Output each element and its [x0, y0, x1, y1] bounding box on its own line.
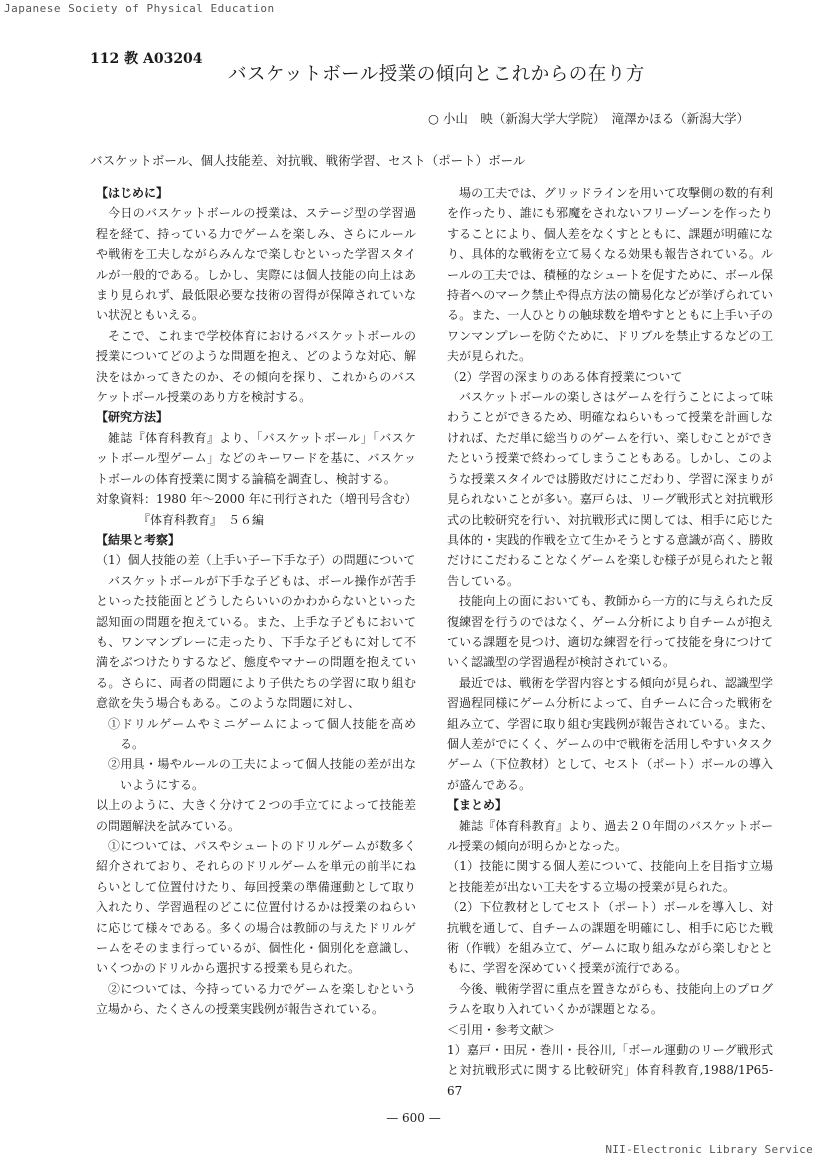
paragraph: 今後、戦術学習に重点を置きながらも、技能向上のプログラムを取り入れていくかが課題となる。 [447, 981, 773, 1017]
paragraph: ②用具・場やルールの工夫によって個人技能の差が出ないようにする。 [108, 757, 416, 792]
paragraph: ①ドリルゲームやミニゲームによって個人技能を高める。 [108, 716, 416, 751]
section-heading: 【まとめ】 [447, 798, 508, 813]
journal-header: Japanese Society of Physical Education [4, 2, 275, 15]
paragraph: 雑誌『体育科教育』より、「バスケットボール」「バスケットボール型ゲーム」などのキーワードを基に、バスケットボールの体育授業に関する論稿を調査し、検討する。 [96, 430, 416, 486]
paper-title: バスケットボール授業の傾向とこれからの在り方 [228, 64, 645, 85]
section-heading: 【はじめに】 [96, 186, 169, 200]
paragraph: 1）嘉戸・田尻・巻川・長谷川,「ボール運動のリーグ戦形式と対抗戦形式に関する比較研究」体育科教育,1988/1P65-67 [447, 1043, 773, 1098]
paragraph: ①については、パスやシュートのドリルゲームが数多く紹介されており、それらのドリルゲームを単元の前半にねらいとして位置付けたり、毎回授業の準備運動として取り入れたり、学習過程のどこに位置付けるかは授業のねらいに応じて様々である。多くの場合は教師の与えたドリルゲームをそのまま行っているが、個性化・個別化を意識し、いくつかのドリルから選択する授業も見られた。 [96, 839, 416, 976]
left-column [96, 183, 416, 1020]
paragraph: 対象資料：1980 年〜2000 年に刊行された（増刊号含む） [96, 492, 417, 507]
paragraph: （1）技能に関する個人差について、技能向上を目指す立場と技能差が出ない工夫をする立場の授業が見られた。 [447, 859, 773, 894]
paragraph: 技能向上の面においても、教師から一方的に与えられた反復練習を行うのではなく、ゲーム分析により自チームが抱えている課題を見つけ、適切な練習を行って技能を身につけていく認識型の学習過程が検討されている。 [447, 594, 773, 670]
paragraph: バスケットボールが下手な子どもは、ボール操作が苦手といった技能面とどうしたらいいのかわからないといった認知面の問題を抱えている。また、上手な子どもにおいても、ワンマンプレーに走ったり、下手な子どもに対して不満をぶつけたりするなど、態度やマナーの問題を抱えている。さらに、両者の問題により子供たちの学習に取り組む意欲を失う場合もある。このような問題に対し、 [96, 573, 416, 711]
paragraph: （2）下位教材としてセスト（ポート）ボールを導入し、対抗戦を通して、自チームの課題を明確にし、相手に応じた戦術（作戦）を組み立て、ゲームに取り組みながら楽しむとともに、学習を深めていく授業が流行である。 [447, 900, 773, 976]
paragraph: ＜引用・参考文献＞ [447, 1022, 556, 1037]
paragraph: 以上のように、大きく分けて２つの手立てによって技能差の問題解決を試みている。 [96, 798, 416, 833]
library-footer: NII-Electronic Library Service [605, 1143, 813, 1156]
paragraph: 最近では、戦術を学習内容とする傾向が見られ、認識型学習過程同様にゲーム分析によって、自チームに合った戦術を組み立て、学習に取り組む実践例が報告されている。また、個人差がでにくく、ゲームの中で戦術を活用しやすいタスクゲーム（下位教材）として、セスト（ポート）ボールの導入が盛んである。 [447, 675, 773, 792]
abstract-code: 112 教 A03204 [90, 51, 203, 67]
authors: ○ 小山 映（新潟大学大学院） 滝澤かほる（新潟大学） [428, 111, 750, 126]
paragraph: 雑誌『体育科教育』より、過去２０年間のバスケットボール授業の傾向が明らかとなった。 [447, 818, 773, 853]
paragraph: そこで、これまで学校体育におけるバスケットボールの授業についてどのような問題を抱え、どのような対応、解決をはかってきたのか、その傾向を探り、これからのバスケットボール授業のあり方を検討する。 [96, 328, 416, 405]
right-column [447, 183, 773, 1101]
page-number: — 600 — [386, 1111, 441, 1125]
section-heading: 【結果と考察】 [96, 532, 181, 547]
paragraph: （2）学習の深まりのある体育授業について [447, 369, 683, 384]
section-heading: 【研究方法】 [96, 410, 169, 425]
paragraph: 今日のバスケットボールの授業は、ステージ型の学習過程を経て、持っている力でゲームを楽しみ、さらにルールや戦術を工夫しながらみんなで楽しむといった学習スタイルが一般的である。しかし、実際には個人技能の向上はあまり見られず、最低限必要な技術の習得が保障されていない状況ともいえる。 [96, 206, 416, 323]
paragraph: 『体育科教育』 ５６編 [108, 512, 265, 527]
paragraph: バスケットボールの楽しさはゲームを行うことによって味わうことができるため、明確なねらいもって授業を計画しなければ、ただ単に総当りのゲームを行い、楽しむことができたという授業で終わってしまうこともある。しかし、このような授業スタイルでは勝敗だけにこだわり、学習に深まりが見られないことが多い。嘉戸らは、リーグ戦形式と対抗戦形式の比較研究を行い、対抗戦形式に関しては、相手に応じた具体的・実践的作戦を立て生かそうとする意識が高く、勝敗だけにこだわることなくゲームを楽しむ様子が見られたと報告している。 [447, 390, 773, 588]
paragraph: ②については、今持っている力でゲームを楽しむという立場から、たくさんの授業実践例が報告されている。 [96, 981, 416, 1017]
keywords: バスケットボール、個人技能差、対抗戦、戦術学習、セスト（ポート）ボール [90, 153, 526, 168]
paragraph: （1）個人技能の差（上手い子ー下手な子）の問題について [96, 553, 416, 568]
paragraph: 場の工夫では、グリッドラインを用いて攻撃側の数的有利を作ったり、誰にも邪魔をされないフリーゾーンを作ったりすることにより、個人差をなくすとともに、課題が明確になり、具体的な戦術を立て易くなる効果も報告されている。ルールの工夫では、積極的なシュートを促すために、ボール保持者へのマーク禁止や得点方法の簡易化などが挙げられている。また、一人ひとりの触球数を増やすとともに上手い子のワンマンプレーを防ぐために、ドリブルを禁止するなどの工夫が見られた。 [447, 186, 773, 364]
